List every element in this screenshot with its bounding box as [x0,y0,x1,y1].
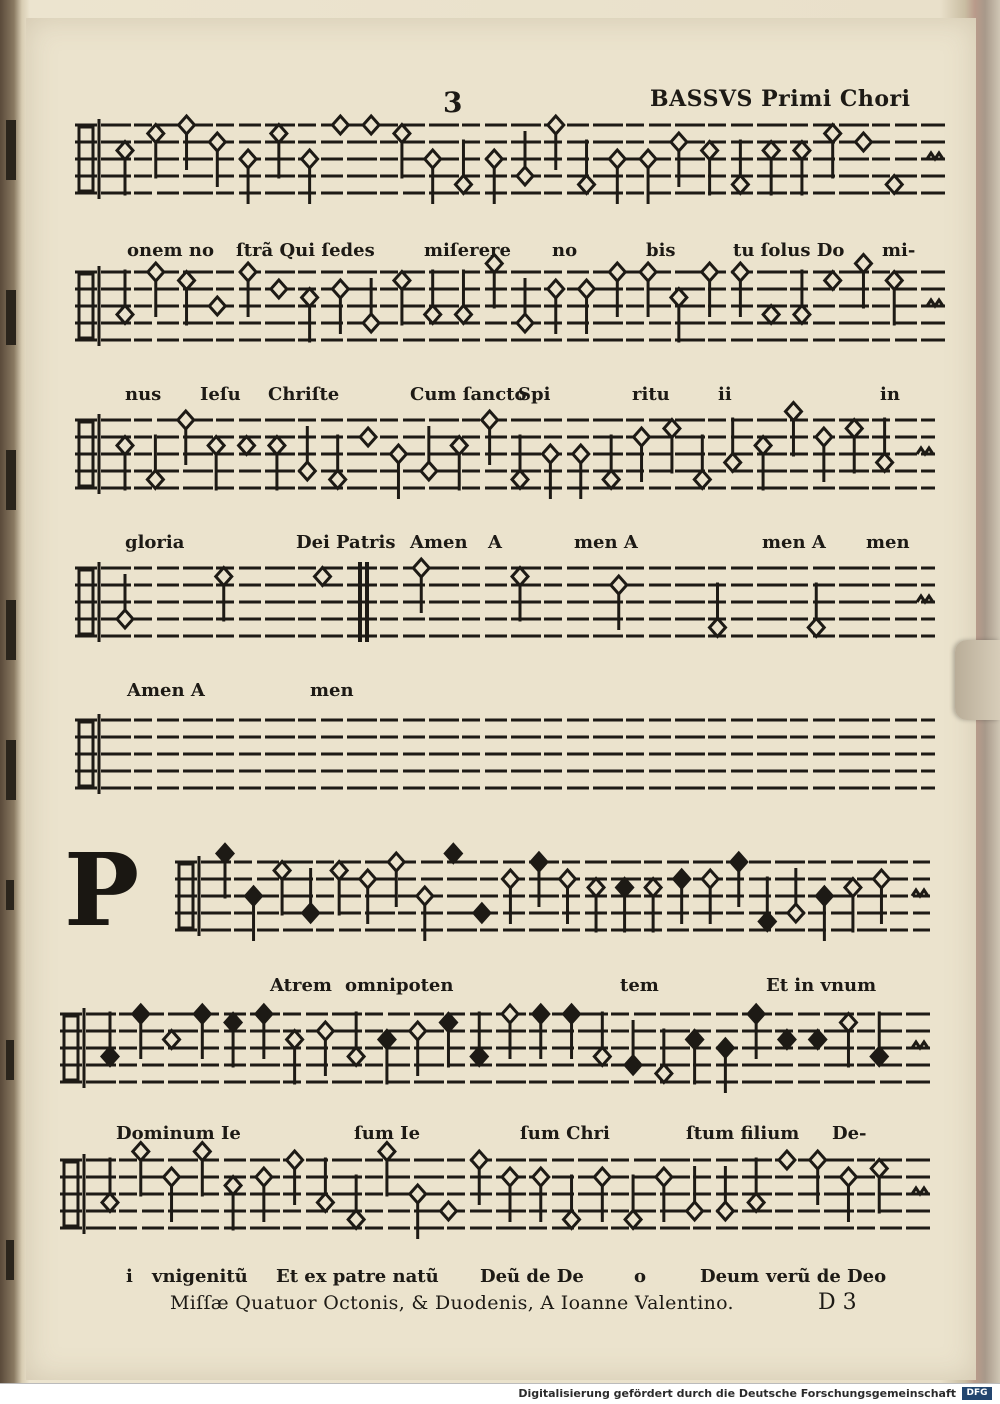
staff-system [75,558,935,666]
note-head [482,411,498,429]
lyric: men [866,532,910,553]
lyric: A [488,532,502,553]
note-head [671,133,687,151]
lyric: nus [125,384,162,405]
note-head [664,420,680,438]
note-head [287,1031,303,1049]
note-head [542,445,558,463]
note-head [117,306,133,324]
lyric: Et in vnum [766,975,877,996]
note-head [117,437,133,455]
note-head [759,913,775,931]
note-head [788,904,804,922]
note-head [617,879,633,897]
note-head [656,1168,672,1186]
note-head [332,280,348,298]
note-head [471,1048,487,1066]
note-head [702,263,718,281]
note-head [331,862,347,880]
note-head [702,870,718,888]
lyric: ſtum filium [686,1123,800,1144]
note-head [179,272,195,290]
note-head [609,263,625,281]
note-head [611,576,627,594]
note-head [694,471,710,489]
note-head [810,1151,826,1169]
note-head [256,1005,272,1023]
note-head [732,176,748,194]
note-head [410,1185,426,1203]
note-head [560,870,576,888]
lyric: in [880,384,900,405]
attribution-text: Digitalisierung gefördert durch die Deutsche Forschungsgemeinschaft [518,1387,956,1400]
note-head [225,1014,241,1032]
note-head [317,1022,333,1040]
note-head [363,116,379,134]
note-head [588,879,604,897]
note-head [440,1202,456,1220]
note-head [517,314,533,332]
note-head [609,150,625,168]
note-head [873,870,889,888]
note-head [390,445,406,463]
note-head [779,1151,795,1169]
lyric: Et ex patre natũ [276,1266,439,1287]
note-head [816,428,832,446]
note-head [102,1194,118,1212]
note-head [440,1014,456,1032]
note-head [148,125,164,143]
note-head [517,167,533,185]
note-head [178,411,194,429]
note-head [687,1031,703,1049]
note-head [208,437,224,455]
lyric: men [310,680,354,701]
staff-system [75,262,945,370]
note-head [271,280,287,298]
decorated-initial: P [64,831,140,949]
lyric: men A [574,532,638,553]
lyric: Patris [336,532,396,553]
lyric: mi- [882,240,916,261]
note-head [474,904,490,922]
note-head [674,870,690,888]
lyric: Amen [410,532,468,553]
note-head [625,1211,641,1229]
note-head [732,263,748,281]
note-head [855,133,871,151]
note-head [315,568,331,586]
note-head [687,1202,703,1220]
note-head [710,619,726,637]
note-head [886,272,902,290]
note-head [117,610,133,628]
custos-mark [917,596,933,602]
note-head [763,306,779,324]
lyric: Cum ſancto [410,384,527,405]
note-head [640,150,656,168]
note-head [302,289,318,307]
note-head [564,1211,580,1229]
note-head [877,454,893,472]
note-head [216,568,232,586]
note-head [417,887,433,905]
lyric: tem [620,975,659,996]
note-head [725,454,741,472]
lyric: Ieſu [200,384,241,405]
custos-mark [927,153,943,159]
note-head [330,471,346,489]
note-head [239,437,255,455]
note-head [825,125,841,143]
note-head [394,125,410,143]
note-head [755,437,771,455]
note-head [240,263,256,281]
note-head [379,1031,395,1049]
note-head [845,879,861,897]
note-head [886,176,902,194]
custos-mark [912,890,928,896]
lyric: Spi [518,384,551,405]
note-head [871,1048,887,1066]
note-head [502,1005,518,1023]
note-head [194,1005,210,1023]
lyric: ritu [632,384,670,405]
note-head [209,133,225,151]
note-head [413,559,429,577]
page-number: 3 [443,86,463,119]
custos-mark [917,448,933,454]
note-head [410,1022,426,1040]
staff-system [75,710,935,818]
note-head [731,853,747,871]
note-head [246,887,262,905]
lyric: tu ſolus Do [733,240,845,261]
note-head [502,870,518,888]
lyric: omnipoten [345,975,454,996]
note-head [102,1048,118,1066]
note-head [717,1039,733,1057]
lyric: miſerere [424,240,511,261]
note-head [348,1048,364,1066]
note-head [748,1005,764,1023]
note-head [302,150,318,168]
note-head [269,437,285,455]
note-head [717,1202,733,1220]
lyric: Deũ de De [480,1266,584,1287]
custos-mark [927,300,943,306]
lyric: Amen A [127,680,205,701]
lyric: onem no [127,240,214,261]
lyric: no [552,240,578,261]
note-head [816,887,832,905]
note-head [702,142,718,160]
note-head [147,471,163,489]
note-head [486,150,502,168]
note-head [421,462,437,480]
lyric: men A [762,532,826,553]
note-head [548,116,564,134]
note-head [299,462,315,480]
lyric: ſum Ie [354,1123,421,1144]
note-head [348,1211,364,1229]
note-head [871,1160,887,1178]
note-head [455,306,471,324]
note-head [209,297,225,315]
note-head [271,125,287,143]
note-head [287,1151,303,1169]
note-head [363,314,379,332]
lyric: Dominum Ie [116,1123,241,1144]
lyric: Chriſte [268,384,340,405]
lyric: ii [718,384,732,405]
note-head [594,1048,610,1066]
note-head [148,263,164,281]
signature-mark: D 3 [818,1290,857,1315]
note-head [360,870,376,888]
lyric: Deum [700,1266,760,1287]
staff-system [75,115,945,223]
footer-title: Miſſæ Quatuor Octonis, & Duodenis, A Ioanne Valentino. [170,1292,734,1314]
note-head [763,142,779,160]
note-head [451,437,467,455]
lyric: Atrem [270,975,332,996]
lyric: ſtrã Qui ſedes [236,240,375,261]
facing-page-edge [0,40,24,1370]
note-head [825,272,841,290]
note-head [512,471,528,489]
book-clasp [955,640,1000,720]
note-head [512,568,528,586]
note-head [794,142,810,160]
note-head [810,1031,826,1049]
note-head [425,150,441,168]
note-head [471,1151,487,1169]
staff-system [60,1004,930,1112]
note-head [840,1014,856,1032]
custos-mark [912,1188,928,1194]
note-head [603,471,619,489]
lyric: o [634,1266,647,1287]
note-head [303,904,319,922]
note-head [548,280,564,298]
lyric: gloria [125,532,185,553]
lyric: i [126,1266,133,1287]
note-head [394,272,410,290]
note-head [425,306,441,324]
lyric: De- [832,1123,867,1144]
custos-mark [912,1042,928,1048]
note-head [164,1031,180,1049]
note-head [531,853,547,871]
note-head [502,1168,518,1186]
note-head [645,879,661,897]
note-head [360,428,376,446]
note-head [533,1168,549,1186]
staff-system [75,410,935,518]
note-head [579,280,595,298]
note-head [671,289,687,307]
note-head [573,445,589,463]
note-head [748,1194,764,1212]
note-head [625,1056,641,1074]
note-head [840,1168,856,1186]
note-head [579,176,595,194]
note-head [388,853,404,871]
note-head [564,1005,580,1023]
note-head [634,428,650,446]
note-head [240,150,256,168]
note-head [640,263,656,281]
staff-system [175,852,930,960]
staff-system [60,1150,930,1258]
lyric: vnigenitũ [152,1266,248,1287]
note-head [846,420,862,438]
note-head [274,862,290,880]
lyric: Dei [296,532,330,553]
lyric: ſum Chri [520,1123,610,1144]
dfg-logo: DFG [962,1387,992,1400]
note-head [594,1168,610,1186]
note-head [317,1194,333,1212]
note-head [225,1177,241,1195]
note-head [455,176,471,194]
note-head [117,142,133,160]
note-head [256,1168,272,1186]
note-head [133,1005,149,1023]
attribution-bar [0,1383,1000,1404]
note-head [332,116,348,134]
note-head [164,1168,180,1186]
part-title: BASSVS Primi Chori [650,86,911,112]
lyric: verũ de Deo [766,1266,887,1287]
note-head [179,116,195,134]
note-head [779,1031,795,1049]
lyric: bis [646,240,676,261]
note-head [533,1005,549,1023]
note-head [808,619,824,637]
note-head [794,306,810,324]
note-head [656,1065,672,1083]
